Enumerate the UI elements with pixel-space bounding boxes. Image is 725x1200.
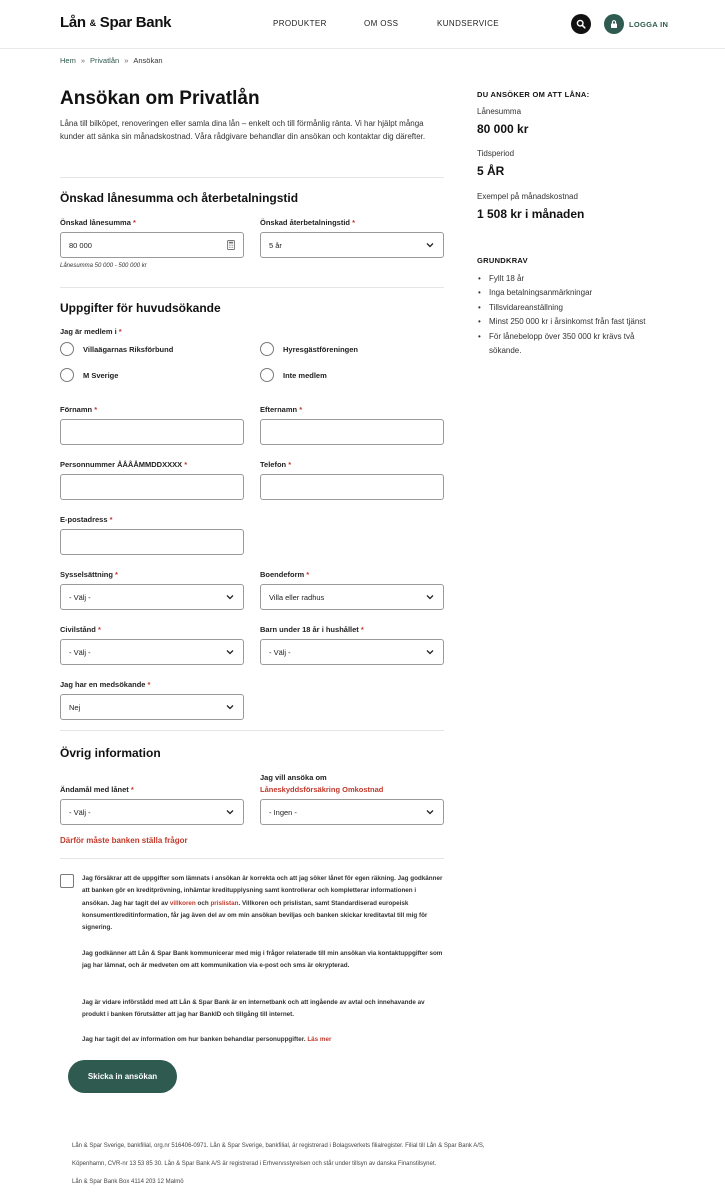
children-label: Barn under 18 år i hushållet * (260, 625, 364, 634)
children-select[interactable] (260, 639, 444, 665)
summary-amount-value: 80 000 kr (477, 122, 529, 136)
search-button[interactable] (571, 14, 591, 34)
nav-om-oss[interactable]: OM OSS (364, 19, 399, 28)
insurance-label: Jag vill ansöka om (260, 773, 327, 782)
housing-select[interactable] (260, 584, 444, 610)
footer-text-line-3: Lån & Spar Bank Box 4114 203 12 Malmö (72, 1179, 184, 1185)
phone-input[interactable] (260, 474, 444, 500)
lock-icon (609, 19, 619, 29)
summary-period-label: Tidsperiod (477, 149, 515, 158)
firstname-label: Förnamn * (60, 405, 98, 414)
loan-section-title: Önskad lånesumma och återbetalningstid (60, 191, 299, 205)
requirement-item: • Inga betalningsanmärkningar (477, 286, 667, 300)
consent-paragraph-3: Jag är vidare införstådd med att Lån & Spar Bank är en internetbank och att ingående av avtal och innehavande av produkt i banken förutsätter att jag har BankID och tillgång till internet. (82, 999, 425, 1019)
radio-hyresgastforeningen[interactable] (260, 342, 358, 356)
requirement-item: • Minst 250 000 kr i årsinkomst från fast tjänst (477, 315, 667, 329)
email-input[interactable] (60, 529, 244, 555)
insurance-link[interactable]: Låneskyddsförsäkring Omkostnad (260, 785, 384, 794)
consent-paragraph-2: Jag godkänner att Lån & Spar Bank kommunicerar med mig i frågor relaterade till min ansökan via kontaktuppgifter som jag har lämnat, och är medveten om att kommunikation via e-post och sms är okrypterad. (82, 950, 443, 970)
radio-label: Inte medlem (283, 370, 327, 380)
footer-text-line-2: Köpenhamn, CVR-nr 13 53 85 30. Lån & Spar Bank A/S är registrerad i Erhvervsstyrelsen och står under tillsyn av danska Finanstilsynet. (72, 1161, 437, 1167)
consent-paragraph-4: Jag har tagit del av information om hur banken behandlar personuppgifter. Läs mer (82, 1036, 332, 1043)
summary-monthly-label: Exempel på månadskostnad (477, 192, 578, 201)
radio-circle[interactable] (260, 342, 274, 356)
chevron-down-icon (425, 807, 435, 817)
repayment-period-select[interactable] (260, 232, 444, 258)
employment-value: - Välj - (69, 592, 91, 602)
radio-label: Hyresgästföreningen (283, 344, 359, 354)
housing-value: Villa eller radhus (269, 592, 325, 602)
personnummer-input[interactable] (60, 474, 244, 500)
radio-inte-medlem[interactable] (260, 368, 327, 382)
period-value: 5 år (269, 240, 282, 250)
chevron-down-icon (225, 702, 235, 712)
member-label: Jag är medlem i * (60, 327, 122, 336)
loan-amount-value: 80 000 (69, 240, 92, 250)
breadcrumb-separator: » (80, 56, 86, 65)
breadcrumb (60, 56, 163, 65)
divider (60, 730, 444, 731)
loan-amount-hint: Lånesumma 50 000 - 500 000 kr (60, 263, 147, 269)
logo-text-main: Lån (60, 14, 86, 31)
villkoren-link[interactable]: villkoren (169, 899, 196, 907)
summary-heading: DU ANSÖKER OM ATT LÅNA: (477, 90, 590, 99)
consent-paragraph-1: Jag försäkrar att de uppgifter som lämnats i ansökan är korrekta och att jag söker lånet för egen räkning. Jag godkänner att banken gör en kreditprövning, inhämtar kreditupplysning samt kontrollerar och kompletterar informationen i ansökan. Jag har tagit del av villkoren och prislistan. Villkoren och prislistan, samt Standardiserad europeisk konsumentkreditinformation, får jag även del av om min ansökan beviljas och banken skickar kreditavtal till mig för signering. (82, 875, 443, 932)
children-value: - Välj - (269, 647, 291, 657)
footer-text-line-1: Lån & Spar Sverige, bankfilial, org.nr 516406-0971. Lån & Spar Sverige, bankfilial, är registrerad i Bolagsverkets filialregister. Filial till Lån & Spar Bank A/S, (72, 1143, 485, 1149)
breadcrumb-privatlan[interactable]: Privatlån (90, 56, 120, 65)
logo-text-rest: Spar Bank (99, 14, 172, 31)
radio-circle[interactable] (60, 368, 74, 382)
coapplicant-value: Nej (69, 702, 81, 712)
requirements-list (477, 272, 667, 358)
loan-amount-input[interactable] (60, 232, 244, 258)
requirement-item: • För lånebelopp över 350 000 kr krävs två sökande. (477, 330, 667, 359)
insurance-value: - Ingen - (269, 807, 297, 817)
civil-label: Civilstånd * (60, 625, 101, 634)
intro-text: Låna till bilköpet, renoveringen eller samla dina lån – enkelt och till förmånlig ränta. Vi har hjälpt många kunder att sänka sin månadskostnad. Våra rådgivare behandlar din ansökan och kontaktar dig därefter. (60, 119, 426, 141)
radio-circle[interactable] (260, 368, 274, 382)
civil-status-select[interactable] (60, 639, 244, 665)
chevron-down-icon (425, 647, 435, 657)
why-questions-link[interactable]: Därför måste banken ställa frågor (60, 836, 188, 845)
chevron-down-icon (225, 592, 235, 602)
personnummer-label: Personnummer ÅÅÅÅMMDDXXXX * (60, 460, 188, 469)
login-link[interactable]: LOGGA IN (629, 20, 669, 29)
divider (60, 287, 444, 288)
coapplicant-label: Jag har en medsökande * (60, 680, 151, 689)
consent-checkbox[interactable] (60, 874, 74, 888)
requirement-item: • Tillsvidareanställning (477, 301, 667, 315)
civil-value: - Välj - (69, 647, 91, 657)
prislistan-link[interactable]: prislistan (210, 899, 239, 907)
requirements-heading: GRUNDKRAV (477, 256, 528, 265)
submit-application-button[interactable]: Skicka in ansökan (68, 1060, 177, 1093)
radio-m-sverige[interactable] (60, 368, 118, 382)
breadcrumb-home[interactable]: Hem (60, 56, 76, 65)
chevron-down-icon (425, 240, 435, 250)
summary-monthly-value: 1 508 kr i månaden (477, 207, 585, 221)
las-mer-link[interactable]: Läs mer (307, 1036, 332, 1043)
insurance-select[interactable] (260, 799, 444, 825)
employment-select[interactable] (60, 584, 244, 610)
employment-label: Sysselsättning * (60, 570, 118, 579)
email-label: E-postadress * (60, 515, 113, 524)
amount-label: Önskad lånesumma * (60, 218, 136, 227)
firstname-input[interactable] (60, 419, 244, 445)
purpose-select[interactable] (60, 799, 244, 825)
radio-label: Villaägarnas Riksförbund (83, 344, 174, 354)
divider (60, 858, 444, 859)
search-icon (576, 19, 586, 29)
radio-label: M Sverige (83, 370, 119, 380)
coapplicant-select[interactable] (60, 694, 244, 720)
purpose-label: Ändamål med lånet * (60, 785, 134, 794)
requirement-item: • Fyllt 18 år (477, 272, 667, 286)
lastname-label: Efternamn * (260, 405, 303, 414)
chevron-down-icon (225, 807, 235, 817)
housing-label: Boendeform * (260, 570, 310, 579)
chevron-down-icon (425, 592, 435, 602)
login-icon-button[interactable] (604, 14, 624, 34)
radio-villaagarnas[interactable] (60, 342, 173, 356)
lastname-input[interactable] (260, 419, 444, 445)
summary-amount-label: Lånesumma (477, 107, 522, 116)
breadcrumb-separator: » (124, 56, 129, 65)
other-section-title: Övrig information (60, 746, 161, 760)
divider (60, 177, 444, 178)
bank-logo[interactable] (60, 14, 171, 31)
purpose-value: - Välj - (69, 807, 91, 817)
applicant-section-title: Uppgifter för huvudsökande (60, 301, 221, 315)
nav-kundservice[interactable]: KUNDSERVICE (437, 19, 500, 28)
radio-circle[interactable] (60, 342, 74, 356)
chevron-down-icon (225, 647, 235, 657)
page-title: Ansökan om Privatlån (60, 88, 260, 109)
breadcrumb-current: Ansökan (133, 56, 163, 65)
logo-ampersand: & (89, 18, 96, 29)
calculator-icon (227, 240, 235, 250)
nav-produkter[interactable]: PRODUKTER (273, 19, 327, 28)
period-label: Önskad återbetalningstid * (260, 218, 356, 227)
phone-label: Telefon * (260, 460, 292, 469)
site-header (0, 0, 725, 49)
summary-period-value: 5 ÅR (477, 164, 505, 178)
